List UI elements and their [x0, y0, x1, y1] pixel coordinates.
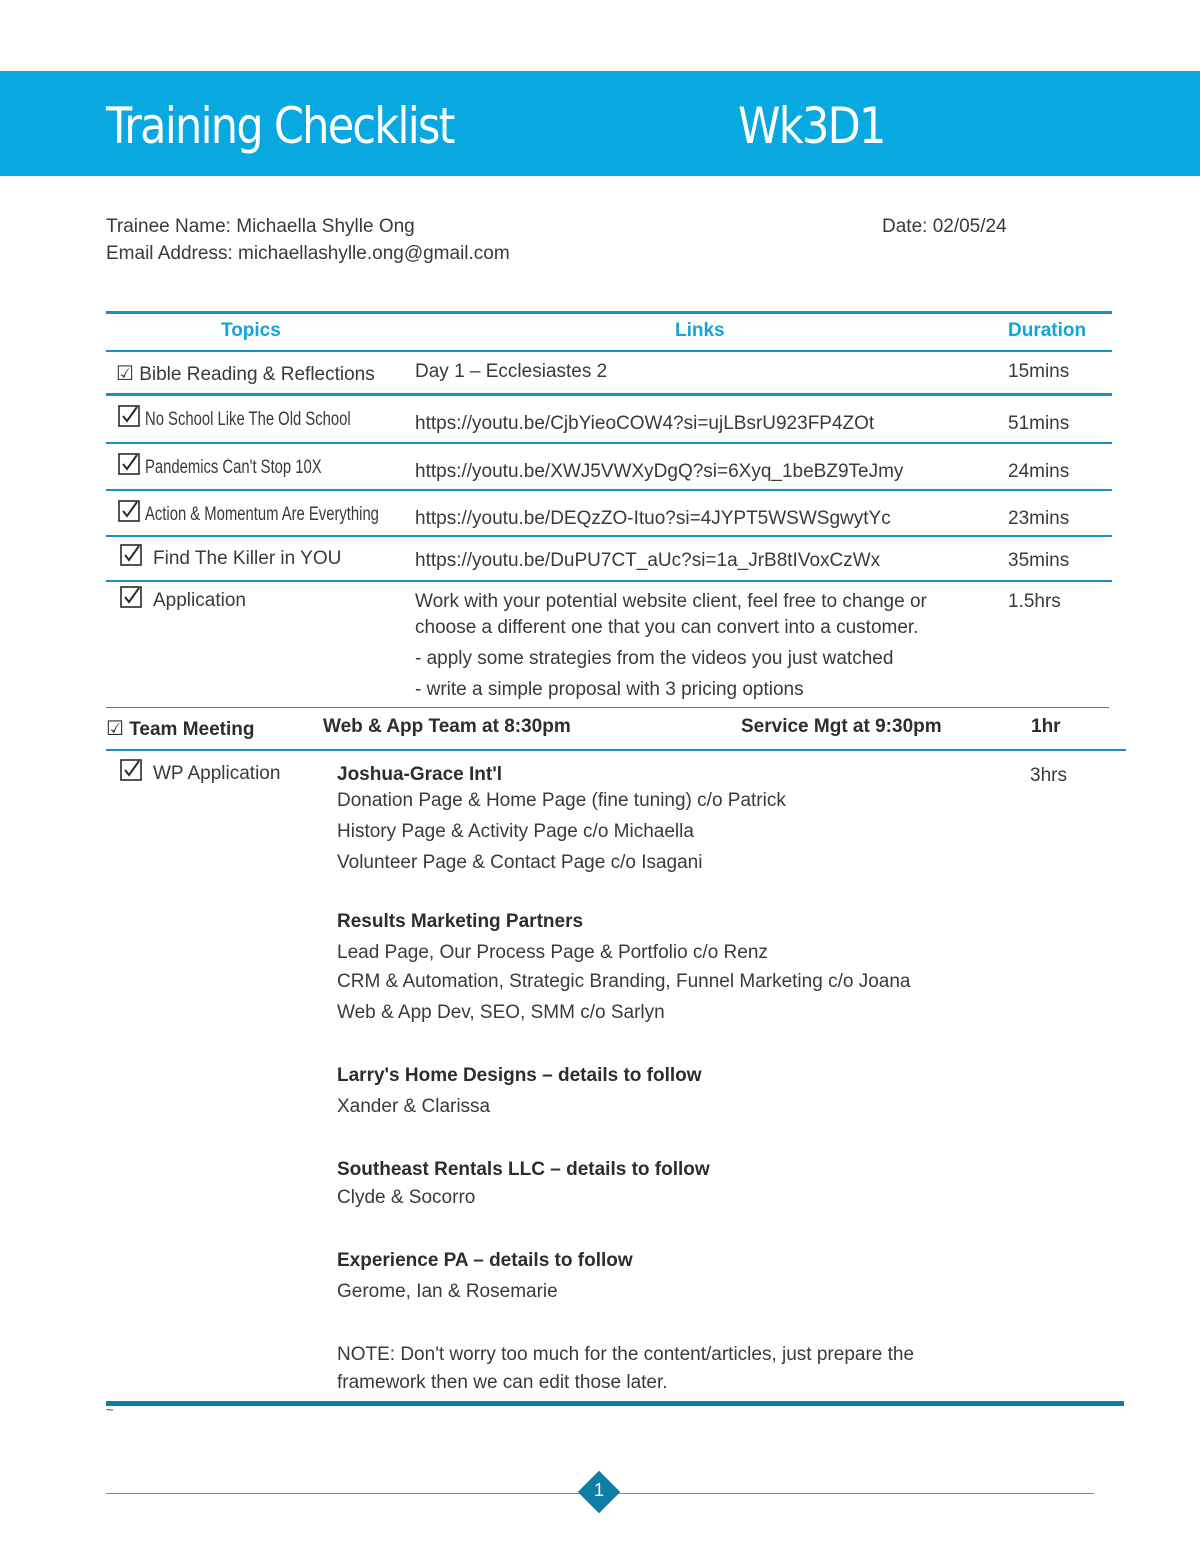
client-task: Gerome, Ian & Rosemarie — [337, 1281, 558, 1302]
row-divider — [106, 489, 1112, 491]
week-day-code: Wk3D1 — [738, 97, 885, 155]
trainee-line — [106, 216, 415, 238]
footer-rule-right — [614, 1493, 1094, 1494]
client-task: CRM & Automation, Strategic Branding, Funnel Marketing c/o Joana — [337, 971, 911, 992]
page-title: Training Checklist — [106, 97, 454, 155]
client-name: Joshua-Grace Int'l — [337, 764, 503, 785]
date-line — [882, 216, 1007, 238]
row-divider — [106, 442, 1112, 444]
email-line — [106, 243, 510, 265]
footer-rule-left — [106, 1493, 584, 1494]
row-duration: 24mins — [1008, 461, 1070, 482]
team-meeting-label: Team Meeting — [129, 719, 255, 740]
web-app-team-time: Web & App Team at 8:30pm — [323, 716, 571, 737]
client-name: Results Marketing Partners — [337, 911, 584, 932]
note-line: framework then we can edit those later. — [337, 1372, 668, 1393]
client-name: Experience PA – details to follow — [337, 1250, 633, 1271]
client-name: Larry's Home Designs – details to follow — [337, 1065, 702, 1086]
links-header: Links — [675, 320, 725, 341]
checkbox-checked-icon[interactable] — [120, 586, 142, 608]
page-number: 1 — [593, 1480, 604, 1500]
row-link: Day 1 – Ecclesiastes 2 — [415, 361, 608, 382]
row-topic: Pandemics Can't Stop 10X — [145, 457, 322, 478]
client-task: Web & App Dev, SEO, SMM c/o Sarlyn — [337, 1002, 665, 1023]
client-task: Lead Page, Our Process Page & Portfolio c/o Renz — [337, 942, 768, 963]
row-topic: Application — [153, 590, 246, 611]
row-link[interactable]: https://youtu.be/XWJ5VWXyDgQ?si=6Xyq_1beBZ9TeJmy — [415, 461, 904, 482]
instruction-line: choose a different one that you can convert into a customer. — [415, 617, 919, 638]
client-task: Clyde & Socorro — [337, 1187, 476, 1208]
date-value: 02/05/24 — [932, 216, 1007, 237]
trainee-name: Michaella Shylle Ong — [236, 216, 415, 237]
row-divider — [106, 393, 1112, 396]
row-duration: 51mins — [1008, 413, 1070, 434]
table-bottom-rule — [106, 1401, 1124, 1406]
service-mgt-time: Service Mgt at 9:30pm — [741, 716, 942, 737]
row-duration: 23mins — [1008, 508, 1070, 529]
duration-header: Duration — [1008, 320, 1087, 341]
team-meeting-cell — [106, 716, 255, 741]
stray-mark: ~ — [106, 1402, 114, 1417]
instruction-line: Work with your potential website client, feel free to change or — [415, 591, 927, 612]
row-topic: Action & Momentum Are Everything — [145, 504, 379, 525]
instruction-line: - write a simple proposal with 3 pricing options — [415, 679, 804, 700]
header-rule — [106, 350, 1112, 352]
row-divider — [106, 707, 1109, 708]
date-label: Date: — [882, 216, 928, 237]
application-instructions — [415, 589, 927, 703]
row-divider — [106, 749, 1126, 751]
checkbox-checked-icon[interactable] — [120, 759, 142, 781]
email-label: Email Address: — [106, 243, 233, 264]
row-link[interactable]: https://youtu.be/DuPU7CT_aUc?si=1a_JrB8tIVoxCzWx — [415, 550, 881, 571]
client-task: Volunteer Page & Contact Page c/o Isagani — [337, 852, 703, 873]
checkbox-checked-icon[interactable] — [118, 405, 140, 427]
table-row — [116, 361, 375, 386]
row-topic: Find The Killer in YOU — [153, 548, 342, 569]
client-task: Donation Page & Home Page (fine tuning) c/o Patrick — [337, 790, 786, 811]
row-duration: 1.5hrs — [1008, 591, 1061, 612]
checkbox-checked-icon[interactable] — [120, 544, 142, 566]
note-line: NOTE: Don't worry too much for the content/articles, just prepare the — [337, 1344, 915, 1365]
row-divider — [106, 580, 1112, 582]
row-link[interactable]: https://youtu.be/CjbYieoCOW4?si=ujLBsrU923FP4ZOt — [415, 413, 875, 434]
wp-application-duration: 3hrs — [1030, 765, 1067, 786]
topics-header: Topics — [221, 320, 281, 341]
checkbox-checked-icon[interactable] — [118, 453, 140, 475]
row-divider — [106, 535, 1112, 537]
email-value: michaellashylle.ong@gmail.com — [238, 243, 510, 264]
row-topic: Bible Reading & Reflections — [139, 364, 375, 385]
row-topic: No School Like The Old School — [145, 409, 351, 430]
checkbox-checked-icon[interactable] — [118, 500, 140, 522]
wp-application-label: WP Application — [153, 763, 281, 784]
client-task: History Page & Activity Page c/o Michaella — [337, 821, 694, 842]
checkbox-checked-icon[interactable]: ☑ — [106, 718, 124, 740]
row-link[interactable]: https://youtu.be/DEQzZO-Ituo?si=4JYPT5WSWSgwytYc — [415, 508, 891, 529]
checkbox-checked-icon[interactable]: ☑ — [116, 363, 134, 385]
header-banner — [0, 71, 1200, 176]
team-meeting-duration: 1hr — [1031, 716, 1061, 737]
trainee-label: Trainee Name: — [106, 216, 231, 237]
client-task: Xander & Clarissa — [337, 1096, 491, 1117]
row-duration: 35mins — [1008, 550, 1070, 571]
row-duration: 15mins — [1008, 361, 1070, 382]
instruction-line: - apply some strategies from the videos you just watched — [415, 648, 894, 669]
table-top-rule — [106, 311, 1112, 314]
client-name: Southeast Rentals LLC – details to follow — [337, 1159, 710, 1180]
